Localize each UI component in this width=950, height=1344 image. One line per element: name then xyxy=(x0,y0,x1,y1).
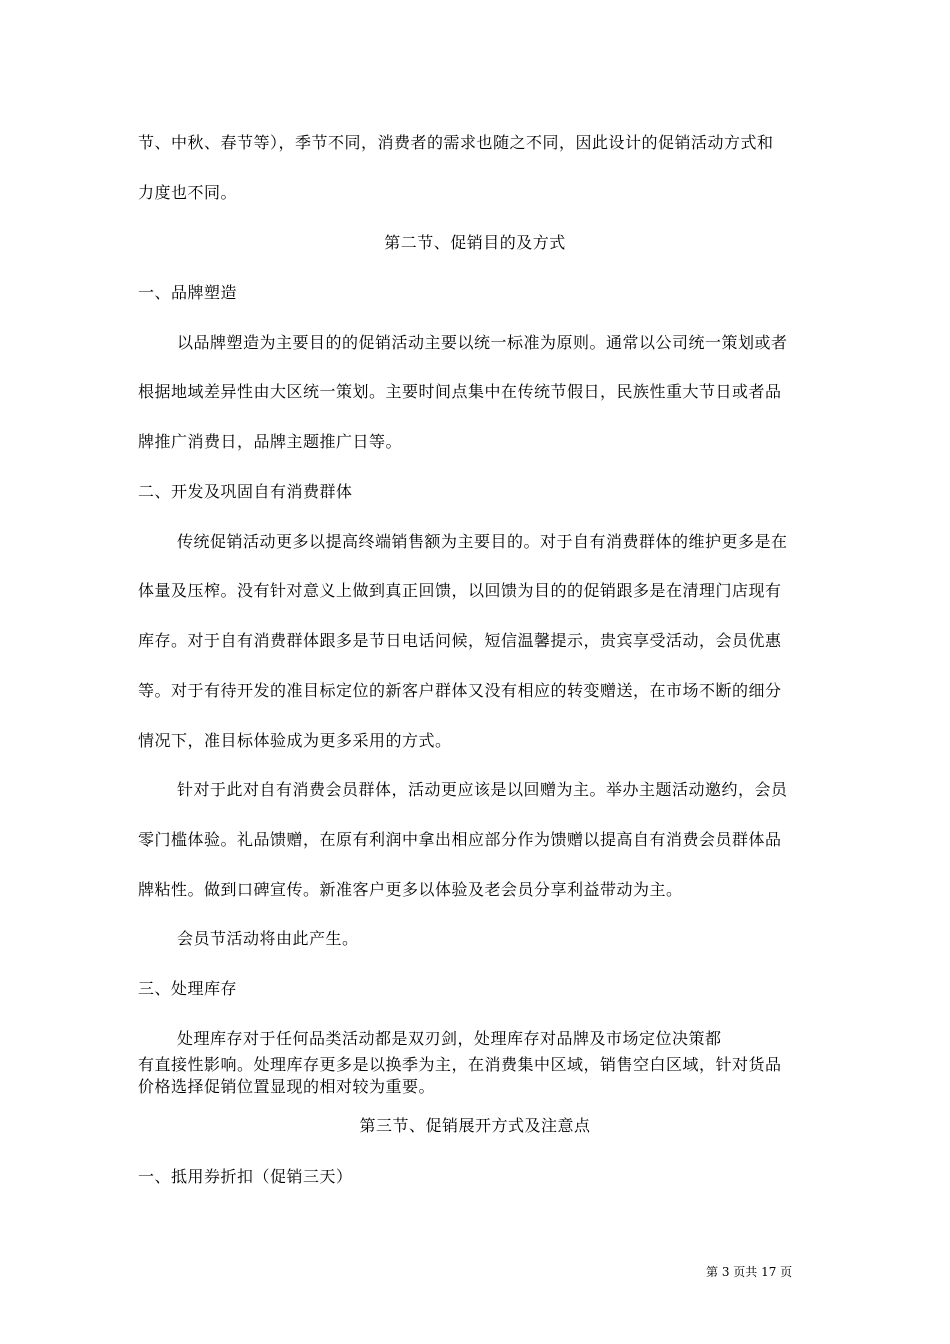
body-text-line: 节、中秋、春节等），季节不同，消费者的需求也随之不同，因此设计的促销活动方式和 xyxy=(138,133,774,152)
body-text-line: 根据地域差异性由大区统一策划。主要时间点集中在传统节假日，民族性重大节日或者品 xyxy=(138,382,782,401)
body-text-line: 牌粘性。做到口碑宣传。新准客户更多以体验及老会员分享利益带动为主。 xyxy=(138,880,683,899)
paragraph-first-line: 传统促销活动更多以提高终端销售额为主要目的。对于自有消费群体的维护更多是在 xyxy=(177,532,788,551)
subsection-heading: 一、品牌塑造 xyxy=(138,283,238,302)
body-text-line: 体量及压榨。没有针对意义上做到真正回馈，以回馈为目的的促销跟多是在清理门店现有 xyxy=(138,581,782,600)
body-text-line: 零门槛体验。礼品馈赠，在原有利润中拿出相应部分作为馈赠以提高自有消费会员群体品 xyxy=(138,830,782,849)
body-text-line: 库存。对于自有消费群体跟多是节日电话问候，短信温馨提示，贵宾享受活动，会员优惠 xyxy=(138,631,782,650)
subsection-heading: 三、处理库存 xyxy=(138,979,238,998)
body-text-line: 价格选择促销位置显现的相对较为重要。 xyxy=(138,1077,436,1096)
body-text-line: 等。对于有待开发的准目标定位的新客户群体又没有相应的转变赠送，在市场不断的细分 xyxy=(138,681,782,700)
section-heading: 第三节、促销展开方式及注意点 xyxy=(359,1116,591,1135)
page-number: 第 3 页共 17 页 xyxy=(706,1265,793,1279)
paragraph-first-line: 以品牌塑造为主要目的的促销活动主要以统一标准为原则。通常以公司统一策划或者 xyxy=(177,333,788,352)
body-text-line: 牌推广消费日，品牌主题推广日等。 xyxy=(138,432,403,451)
paragraph-first-line: 处理库存对于任何品类活动都是双刃剑，处理库存对品牌及市场定位决策都 xyxy=(177,1029,722,1048)
paragraph-first-line: 针对于此对自有消费会员群体，活动更应该是以回赠为主。举办主题活动邀约，会员 xyxy=(177,780,788,799)
body-text-line: 情况下，准目标体验成为更多采用的方式。 xyxy=(138,731,452,750)
body-text-line: 有直接性影响。处理库存更多是以换季为主，在消费集中区域，销售空白区域，针对货品 xyxy=(138,1055,782,1074)
subsection-heading: 一、抵用券折扣（促销三天） xyxy=(138,1167,353,1186)
paragraph-first-line: 会员节活动将由此产生。 xyxy=(177,929,359,948)
body-text-line: 力度也不同。 xyxy=(138,183,238,202)
section-heading: 第二节、促销目的及方式 xyxy=(384,233,566,252)
subsection-heading: 二、开发及巩固自有消费群体 xyxy=(138,482,353,501)
